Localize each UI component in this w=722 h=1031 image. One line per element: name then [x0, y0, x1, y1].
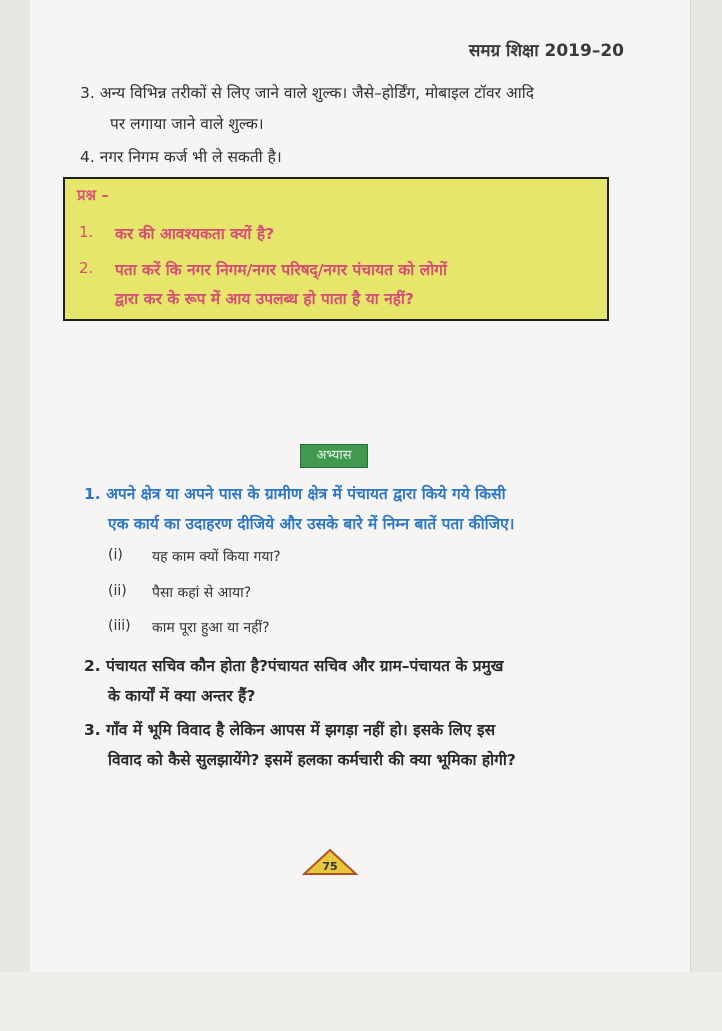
item-3-line-1: 3. अन्य विभिन्न तरीकों से लिए जाने वाले शुल्क। जैसे–होर्डिंग, मोबाइल टॉवर आदि [80, 84, 535, 102]
exercise-q2-line-2: के कार्यों में क्या अन्तर हैं? [108, 687, 256, 705]
exercise-q2-line-1: 2. पंचायत सचिव कौन होता है?पंचायत सचिव और ग्राम–पंचायत के प्रमुख [84, 657, 504, 675]
exercise-q3-line-1: 3. गाँव में भूमि विवाद है लेकिन आपस में झगड़ा नहीं हो। इसके लिए इस [84, 721, 496, 739]
exercise-badge: अभ्यास [300, 444, 368, 468]
page-header: समग्र शिक्षा 2019–20 [468, 41, 624, 61]
question-box-title: प्रश्न – [77, 186, 109, 204]
sub-item-number: (i) [108, 547, 123, 563]
question-2-line-2: द्वारा कर के रूप में आय उपलब्ध हो पाता है या नहीं? [115, 290, 414, 308]
item-4: 4. नगर निगम कर्ज भी ले सकती है। [80, 148, 282, 166]
question-2-line-1: पता करें कि नगर निगम/नगर परिषद्/नगर पंचायत को लोगों [115, 261, 447, 279]
sub-item-text: पैसा कहां से आया? [152, 585, 252, 601]
page-number: 75 [322, 860, 338, 873]
question-1-number: 1. [79, 223, 94, 241]
exercise-q3-line-2: विवाद को कैसे सुलझायेंगे? इसमें हलका कर्मचारी की क्या भूमिका होगी? [108, 751, 516, 769]
sub-item-text: काम पूरा हुआ या नहीं? [152, 620, 270, 636]
question-box [63, 177, 609, 321]
sub-item-number: (ii) [108, 583, 127, 599]
item-3-line-2: पर लगाया जाने वाले शुल्क। [110, 115, 264, 133]
question-2-number: 2. [79, 259, 94, 277]
sub-item-text: यह काम क्यों किया गया? [152, 549, 281, 565]
exercise-q1-line-2: एक कार्य का उदाहरण दीजिये और उसके बारे में निम्न बातें पता कीजिए। [108, 515, 515, 533]
question-1: कर की आवश्यकता क्यों है? [115, 225, 275, 243]
sub-item-number: (iii) [108, 618, 131, 634]
exercise-q1-line-1: 1. अपने क्षेत्र या अपने पास के ग्रामीण क्षेत्र में पंचायत द्वारा किये गये किसी [84, 485, 506, 503]
scan-margin [0, 972, 722, 1031]
